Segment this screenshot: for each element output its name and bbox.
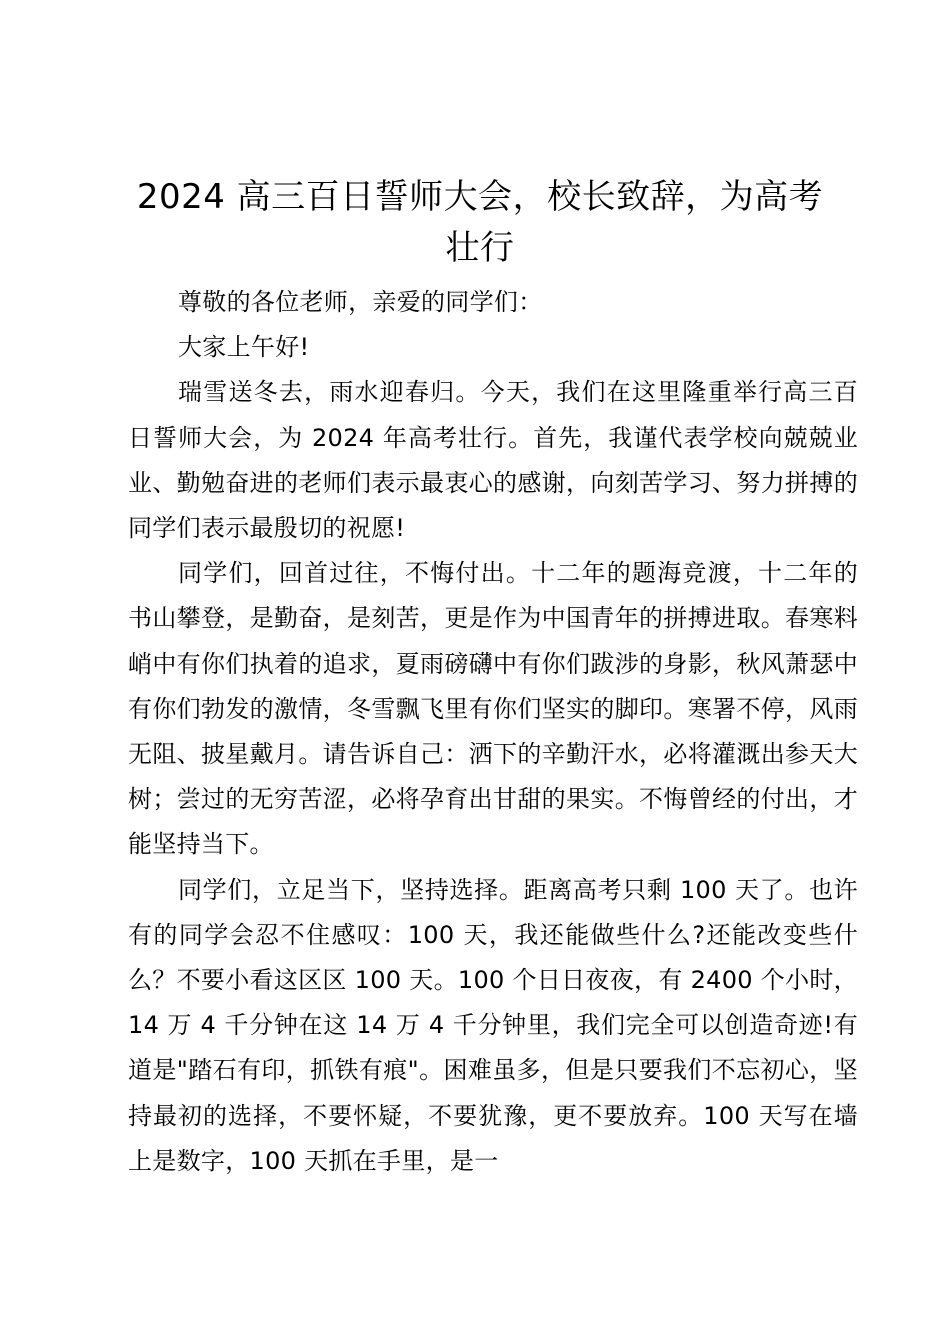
paragraph-salutation: 尊敬的各位老师，亲爱的同学们： xyxy=(178,288,543,316)
paragraph-present: 同学们，立足当下，坚持选择。距离高考只剩 100 天了。也许有的同学会忍不住感叹：100 天，我还能做些什么?还能改变些什么？不要小看这区区 100 天。100 个日日夜夜，有 2400 个小时，14 万 4 千分钟在这 14 万 4 千分钟里，我们完全可以创造奇迹!有道是"踏石有印，抓铁有痕"。困难虽多，但是只要我们不忘初心，坚持最初的选择，不要怀疑，不要犹豫，更不要放弃。100 天写在墙上是数字，100 天抓在手里，是一 xyxy=(128,875,858,1175)
document-body xyxy=(128,280,858,1184)
document-title: 2024 高三百日誓师大会，校长致辞，为高考壮行 xyxy=(136,177,824,268)
paragraph-greeting: 大家上午好! xyxy=(178,333,310,362)
paragraph-opening: 瑞雪送冬去，雨水迎春归。今天，我们在这里隆重举行高三百日誓师大会，为 2024 年高考壮行。首先，我谨代表学校向兢兢业业、勤勉奋进的老师们表示最衷心的感谢，向刻苦学习、努力拼搏的同学们表示最殷切的祝愿! xyxy=(128,378,858,543)
paragraph-past: 同学们，回首过往，不悔付出。十二年的题海竞渡，十二年的书山攀登，是勤奋，是刻苦，更是作为中国青年的拼搏进取。春寒料峭中有你们执着的追求，夏雨磅礴中有你们跋涉的身影，秋风萧瑟中有你们勃发的激情，冬雪飘飞里有你们坚实的脚印。寒署不停，风雨无阻、披星戴月。请告诉自己：洒下的辛勤汗水，必将灌溉出参天大树；尝过的无穷苦涩，必将孕育出甘甜的果实。不悔曾经的付出，才能坚持当下。 xyxy=(128,559,858,859)
